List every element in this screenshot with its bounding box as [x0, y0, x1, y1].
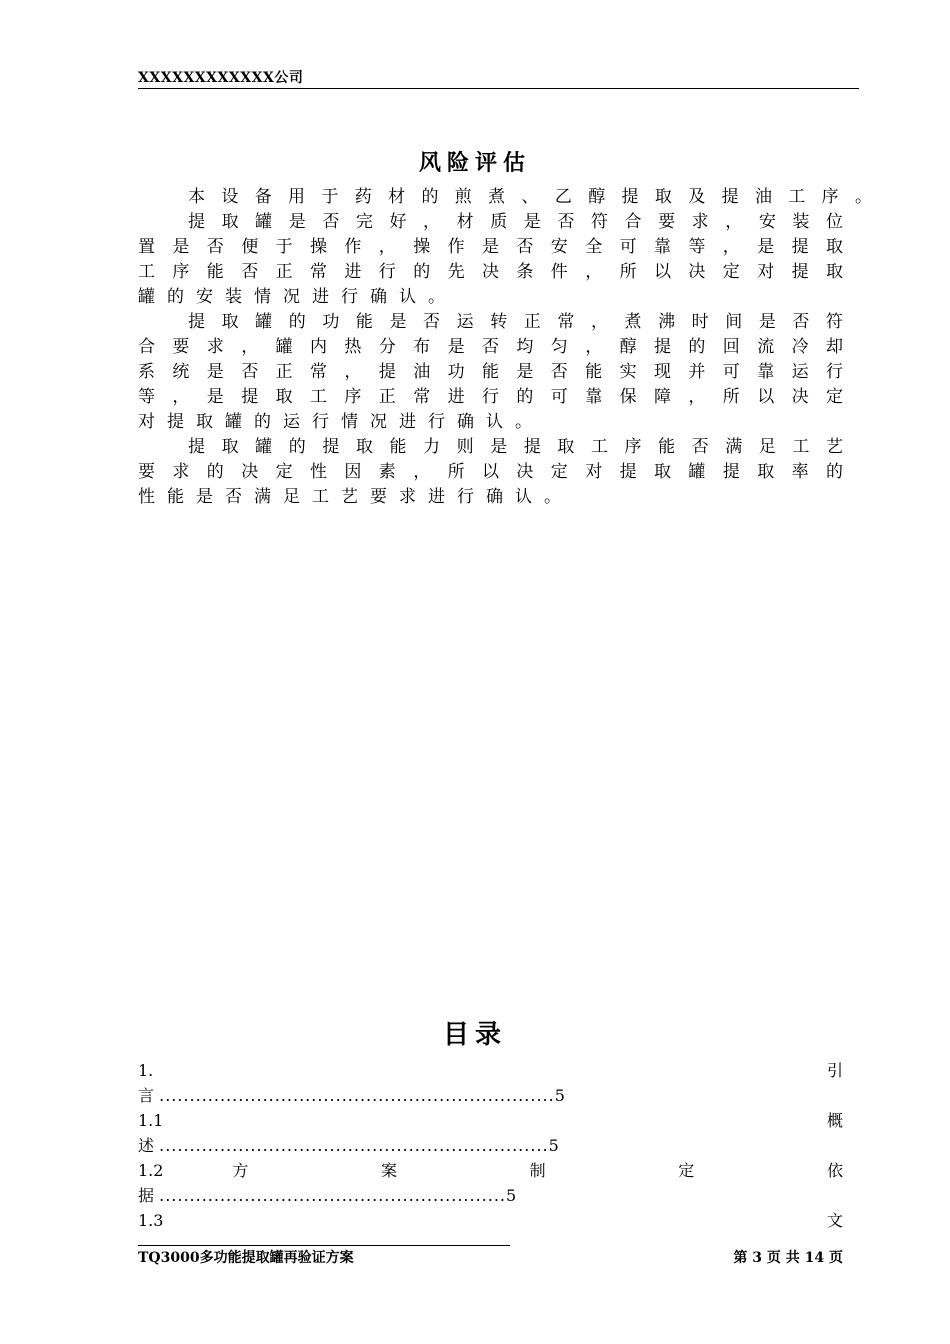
risk-paragraph-line: 合要求，罐内热分布是否均匀，醇提的回流冷却 [138, 337, 843, 357]
risk-paragraph-line: 提取罐的提取能力则是提取工序能否满足工艺 [188, 437, 843, 457]
footer-document-title: TQ3000多功能提取罐再验证方案 [138, 1250, 354, 1266]
toc-dot-leader: ......................................................... [159, 1186, 507, 1205]
footer-divider [138, 1245, 510, 1246]
toc-page-number: 5 [554, 1086, 565, 1105]
risk-paragraph-line: 罐的安装情况进行确认。 [138, 287, 457, 307]
toc-title-fragment: 述 [138, 1136, 155, 1155]
toc-title: 目录 [442, 1020, 507, 1050]
risk-paragraph-line: 工序能否正常进行的先决条件，所以决定对提取 [138, 262, 843, 282]
toc-entry-1[interactable] [138, 1058, 843, 1083]
toc-entry-1-1[interactable] [138, 1108, 843, 1133]
risk-paragraph-line: 提取罐的功能是否运转正常，煮沸时间是否符 [188, 312, 843, 332]
toc-title-fragment: 文 [826, 1211, 843, 1230]
risk-paragraph-line: 对提取罐的运行情况进行确认。 [138, 412, 544, 432]
toc-dot-leader: ................................................................ [159, 1136, 549, 1155]
footer-page-number: 第 3 页 共 14 页 [733, 1250, 843, 1266]
toc-entry-1-leader[interactable] [138, 1083, 565, 1108]
risk-assessment-title: 风险评估 [418, 150, 531, 176]
company-header: XXXXXXXXXXXX公司 [138, 70, 304, 86]
toc-title-fragment: 方 [232, 1161, 313, 1180]
toc-number: 1.2 [138, 1161, 164, 1180]
toc-page-number: 5 [548, 1136, 559, 1155]
toc-entry-1-2-leader[interactable] [138, 1183, 516, 1208]
toc-dot-leader: ................................................................. [159, 1086, 555, 1105]
risk-paragraph-line: 要求的决定性因素，所以决定对提取罐提取率的 [138, 462, 843, 482]
risk-paragraph-line: 系统是否正常，提油功能是否能实现并可靠运行 [138, 362, 843, 382]
toc-title-fragment: 言 [138, 1086, 155, 1105]
risk-paragraph-line: 提取罐是否完好，材质是否符合要求，安装位 [188, 212, 843, 232]
toc-title-fragment: 案 [380, 1161, 461, 1180]
toc-title-fragment: 依 [826, 1161, 843, 1180]
toc-number: 1. [138, 1061, 154, 1080]
toc-number: 1.1 [138, 1111, 164, 1130]
toc-page-number: 5 [506, 1186, 517, 1205]
risk-paragraph-line: 等，是提取工序正常进行的可靠保障，所以决定 [138, 387, 843, 407]
toc-title-fragment: 定 [678, 1161, 759, 1180]
toc-title-fragment: 制 [529, 1161, 610, 1180]
toc-title-fragment: 概 [826, 1111, 843, 1130]
toc-entry-1-1-leader[interactable] [138, 1133, 559, 1158]
toc-title-fragment: 据 [138, 1186, 155, 1205]
toc-entry-1-2[interactable] [138, 1158, 843, 1183]
toc-entry-1-3[interactable] [138, 1208, 843, 1233]
risk-paragraph-line: 本设备用于药材的煎煮、乙醇提取及提油工序。 [188, 187, 872, 207]
toc-title-fragment: 引 [826, 1061, 843, 1080]
toc-number: 1.3 [138, 1211, 164, 1230]
risk-paragraph-line: 置是否便于操作，操作是否安全可靠等，是提取 [138, 237, 843, 257]
header-divider [138, 88, 859, 89]
risk-paragraph-line: 性能是否满足工艺要求进行确认。 [138, 487, 573, 507]
